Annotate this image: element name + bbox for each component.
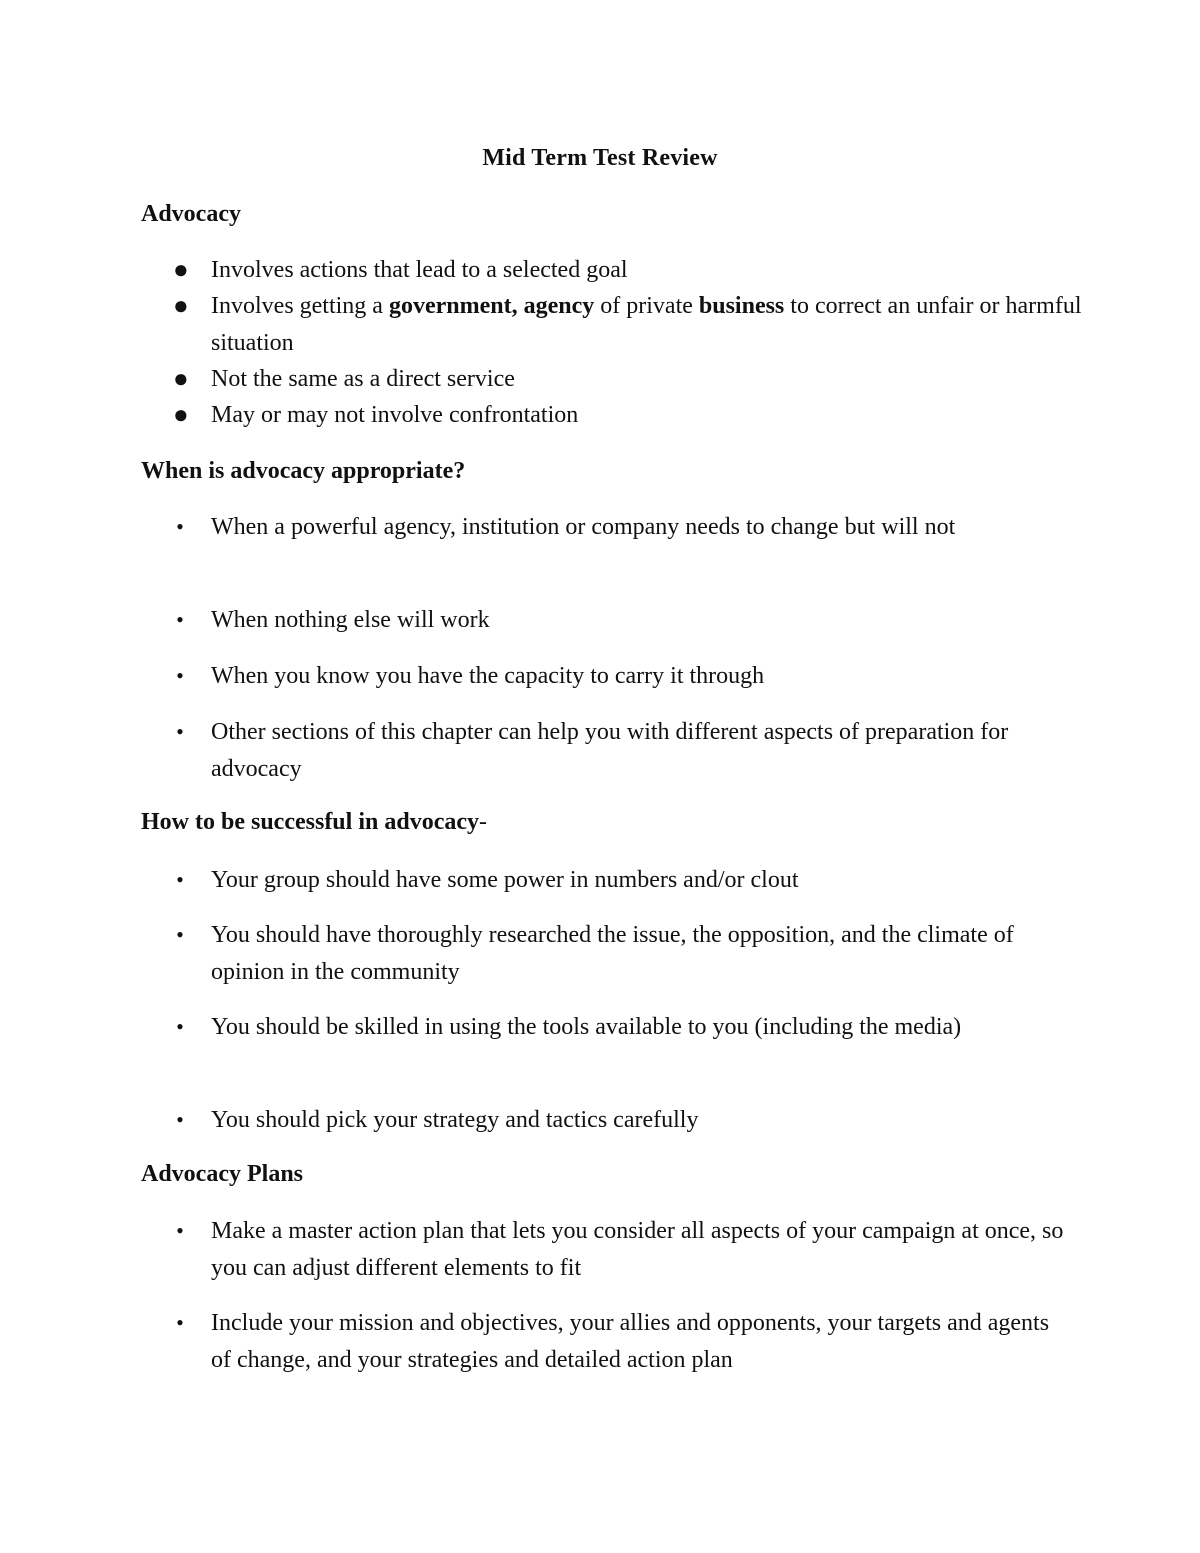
list-item-text: You should have thoroughly researched the issue, the opposition, and the climate of opinion in the community xyxy=(211,922,1014,985)
list-item xyxy=(176,1213,1091,1286)
list-item-text-part: Involves getting a xyxy=(211,293,389,319)
bullet-icon: • xyxy=(176,1310,184,1335)
bullet-icon: • xyxy=(176,607,184,632)
bullet-icon: • xyxy=(176,1014,184,1039)
section-heading-advocacy-plans: Advocacy Plans xyxy=(141,1161,303,1187)
bullet-icon: ● xyxy=(173,400,189,429)
list-item-text: Make a master action plan that lets you consider all aspects of your campaign at once, so you can adjust different elements to fit xyxy=(211,1218,1064,1281)
list-item xyxy=(176,917,1091,990)
section-heading-text: How to be successful in advocacy xyxy=(141,809,479,835)
list-item-text: Not the same as a direct service xyxy=(211,366,515,392)
list-item xyxy=(176,1102,1091,1139)
list-item-text: Your group should have some power in numbers and/or clout xyxy=(211,867,799,893)
list-item xyxy=(176,714,1091,787)
list-item xyxy=(176,862,1091,899)
bullet-icon: ● xyxy=(173,255,189,284)
section-heading-when-appropriate: When is advocacy appropriate? xyxy=(141,458,466,484)
list-item-text: You should be skilled in using the tools available to you (including the media) xyxy=(211,1014,962,1040)
bullet-icon: • xyxy=(176,514,184,539)
list-item xyxy=(173,288,1091,361)
list-item-bold-text: business xyxy=(698,293,785,319)
list-item xyxy=(176,509,1091,546)
list-item xyxy=(173,397,1091,434)
list-item-text: Involves actions that lead to a selected goal xyxy=(211,257,628,283)
list-item-text: Include your mission and objectives, your allies and opponents, your targets and agents of change, and your strategies and detailed action plan xyxy=(211,1310,1050,1373)
bullet-icon: • xyxy=(176,922,184,947)
list-item xyxy=(173,361,1091,398)
list-item xyxy=(173,252,1091,289)
bullet-icon: • xyxy=(176,1218,184,1243)
list-item-text-part: of private xyxy=(594,293,699,319)
bullet-icon: • xyxy=(176,867,184,892)
list-item-text: Other sections of this chapter can help you with different aspects of preparation for advocacy xyxy=(211,719,1009,782)
list-item xyxy=(176,658,1091,695)
bullet-icon: • xyxy=(176,663,184,688)
list-item xyxy=(176,1305,1061,1378)
list-item-bold-text: government, agency xyxy=(388,293,595,319)
list-item xyxy=(176,602,1091,639)
list-item xyxy=(176,1009,1091,1046)
heading-dash: - xyxy=(479,809,487,835)
list-item-text: You should pick your strategy and tactics carefully xyxy=(211,1107,699,1133)
list-item-text: When a powerful agency, institution or company needs to change but will not xyxy=(211,514,956,540)
bullet-icon: • xyxy=(176,719,184,744)
page-title: Mid Term Test Review xyxy=(482,145,718,171)
list-item-text: When nothing else will work xyxy=(211,607,490,633)
list-item-text: When you know you have the capacity to carry it through xyxy=(211,663,765,689)
bullet-icon: ● xyxy=(173,364,189,393)
bullet-icon: ● xyxy=(173,291,189,320)
bullet-icon: • xyxy=(176,1107,184,1132)
list-item-text-part: to correct an unfair or harmful situation xyxy=(211,293,1082,356)
section-heading-how-successful xyxy=(141,806,487,838)
section-heading-advocacy: Advocacy xyxy=(141,201,241,227)
list-item-text: May or may not involve confrontation xyxy=(211,402,579,428)
